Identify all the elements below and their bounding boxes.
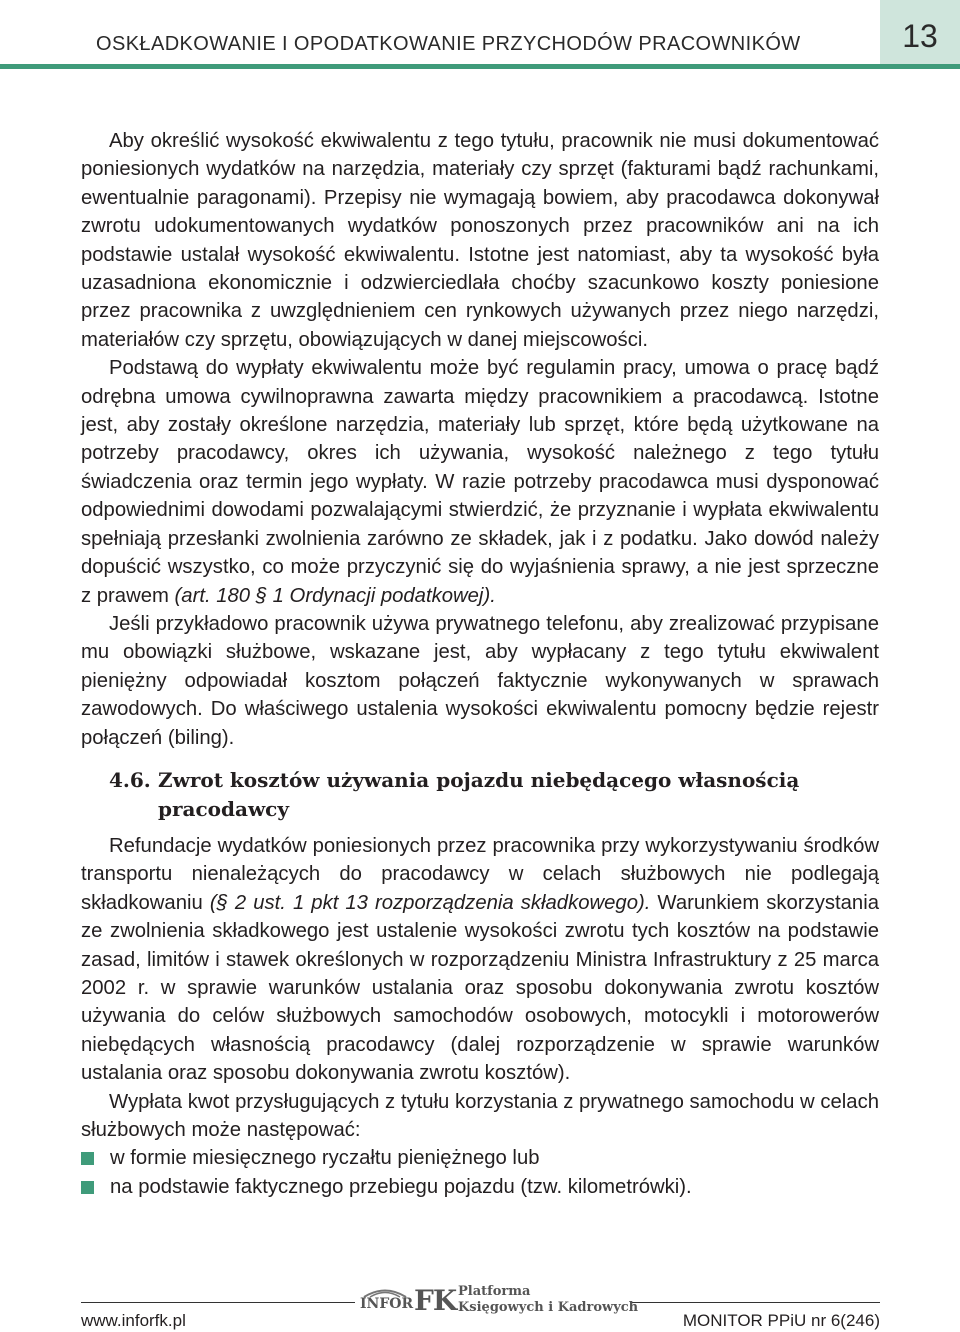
- list-item: [81, 1173, 879, 1201]
- logo-tagline-2: Księgowych i Kadrowych: [458, 1300, 639, 1315]
- paragraph-2: [81, 354, 879, 610]
- paragraph-4-citation: (§ 2 ust. 1 pkt 13 rozporządzenia składkowego).: [209, 891, 651, 914]
- paragraph-1: Aby określić wysokość ekwiwalentu z tego tytułu, pracownik nie musi dokumentować poniesionych wydatków na narzędzia, materiały czy sprzęt (fakturami bądź rachunkami, ewentualnie paragonami). Przepisy nie wymagają bowiem, aby pracodawca dokonywał zwrotu udokumentowanych wydatków ponoszonych przez pracowników ani na ich podstawie ustalał wysokość ekwiwalentu. Istotne jest natomiast, aby ta wysokość była uzasadniona ekonomicznie i odzwierciedlała choćby szacunkowo koszty poniesione przez pracownika z uwzględnieniem cen rynkowych używanych przez niego narzędzi, materiałów czy sprzętu, obowiązujących w danej miejscowości.: [81, 130, 879, 351]
- paragraph-3: Jeśli przykładowo pracownik używa prywatnego telefonu, aby zrealizować przypisane mu obowiązki służbowe, wskazane jest, aby wypłacany z tego tytułu ekwiwalent pieniężny odpowiadał kosztom połączeń faktycznie wykonywanych w sprawach zawodowych. Do właściwego ustalenia wysokości ekwiwalentu pomocny będzie rejestr połączeń (biling).: [81, 612, 879, 749]
- paragraph-5: Wypłata kwot przysługujących z tytułu korzystania z prywatnego samochodu w celach służbowych może następować:: [81, 1090, 879, 1141]
- paragraph-2-citation: (art. 180 § 1 Ordynacji podatkowej).: [174, 584, 496, 607]
- list-item-text: na podstawie faktycznego przebiegu pojazdu (tzw. kilometrówki).: [110, 1175, 692, 1198]
- section-number: 4.6.: [109, 767, 151, 792]
- footer-website[interactable]: www.inforfk.pl: [81, 1311, 186, 1330]
- paragraph-4: [81, 832, 879, 1088]
- page-number: 13: [902, 18, 938, 54]
- paragraph-2-text: Podstawą do wypłaty ekwiwalentu może być regulamin pracy, umowa o pracę bądź odrębna umowa cywilnoprawna zawarta między pracownikiem a pracodawcą. Istotne jest, aby zostały określone narzędzia, materiały lub sprzęt, które będą użytkowane na potrzeby pracodawcy, okres ich używania, wysokość należnego z tego tytułu świadczenia oraz termin jego wypłaty. W razie potrzeby pracodawca musi dysponować odpowiednimi dowodami pozwalającymi stwierdzić, że przyznanie i wypłata ekwiwalentu spełniają przesłanki zwolnienia zarówno ze składek, jak i z podatku. Jako dowód należy dopuścić wszystko, co może przyczynić się do wyjaśnienia sprawy, a nie jest sprzeczne z prawem: [81, 357, 879, 607]
- square-bullet-icon: [81, 1152, 94, 1165]
- running-header-title: OSKŁADKOWANIE I OPODATKOWANIE PRZYCHODÓW PRACOWNIKÓW: [96, 33, 801, 55]
- page-header: [0, 0, 960, 66]
- logo-tagline-1: Platforma: [458, 1284, 531, 1299]
- section-heading: [81, 766, 879, 824]
- list-item-text: w formie miesięcznego ryczałtu pieniężnego lub: [110, 1147, 540, 1170]
- section-title: Zwrot kosztów używania pojazdu niebędącego własnością pracodawcy: [158, 767, 800, 821]
- square-bullet-icon: [81, 1181, 94, 1194]
- paragraph-4-text-b: Warunkiem skorzystania ze zwolnienia składkowego jest ustalenie wysokości zwrotu tych kosztów na podstawie zasad, limitów i stawek określonych w rozporządzeniu Ministra Infrastruktury z 25 marca 2002 r. w sprawie warunków ustalania oraz sposobu dokonywania zwrotu kosztów używania do celów służbowych samochodów osobowych, motocykli i motorowerów niebędących własnością pracodawcy (dalej rozporządzenie w sprawie warunków ustalania oraz sposobu dokonywania zwrotu kosztów).: [81, 891, 879, 1085]
- header-divider: [0, 64, 960, 69]
- page-footer: [0, 1280, 960, 1332]
- page-number-tab: [880, 0, 960, 64]
- paragraph-4-text-a: Refundacje wydatków poniesionych przez pracownika przy wykorzystywaniu środków transportu nienależących do pracodawcy w celach służbowych nie podlegają składkowaniu: [81, 834, 879, 914]
- list-item: [81, 1144, 879, 1172]
- logo-infor-text: INFOR: [360, 1296, 414, 1312]
- article-body: [81, 127, 879, 1201]
- infor-fk-logo: [360, 1282, 639, 1322]
- payment-methods-list: [81, 1144, 879, 1201]
- footer-divider-left: [81, 1302, 355, 1303]
- footer-issue: MONITOR PPiU nr 6(246): [682, 1311, 880, 1330]
- footer-divider-right: [632, 1302, 880, 1303]
- logo-fk-text: FK: [414, 1284, 457, 1317]
